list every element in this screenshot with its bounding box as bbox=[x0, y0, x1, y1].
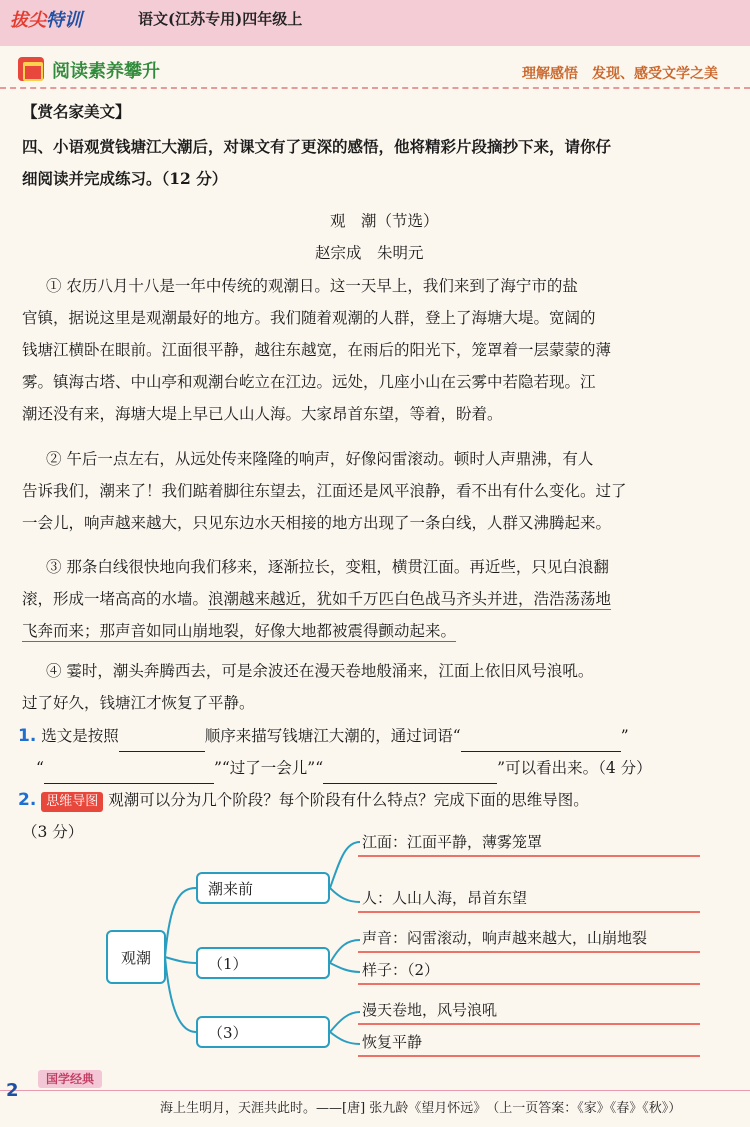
book-subject: 语文(江苏专用)四年级上 bbox=[138, 10, 303, 28]
mindmap-root: 观潮 bbox=[106, 930, 166, 984]
mindmap-leaf: 恢复平静 bbox=[362, 1033, 423, 1051]
underlined-sentence: 飞奔而来；那声音如同山崩地裂，好像大地都被震得颤动起来。 bbox=[22, 622, 457, 640]
p4-line: ④ 霎时，潮头奔腾西去，可是余波还在漫天卷地般涌来，江面上依旧风号浪吼。 bbox=[46, 662, 594, 680]
section-title: 阅读素养攀升 bbox=[52, 61, 160, 82]
mindmap-leaf: 江面：江面平静，薄雾笼罩 bbox=[362, 833, 543, 851]
p3-line: 滚，形成一堵高高的水墙。浪潮越来越近，犹如千万匹白色战马齐头并进，浩浩荡荡地 bbox=[22, 590, 612, 608]
footer-tag: 国学经典 bbox=[38, 1070, 102, 1088]
question-1-line-1: 1. 选文是按照 顺序来描写钱塘江大潮的，通过词语“ ” bbox=[18, 720, 629, 752]
page-number: 2 bbox=[6, 1080, 19, 1101]
p3-line: ③ 那条白线很快地向我们移来，逐渐拉长，变粗，横贯江面。再近些，只见白浪翻 bbox=[46, 558, 609, 576]
p2-line: ② 午后一点左右，从远处传来隆隆的响声，好像闷雷滚动。顿时人声鼎沸，有人 bbox=[46, 450, 594, 468]
mindmap-branch-3[interactable]: （3） bbox=[196, 1016, 330, 1048]
question-number: 1. bbox=[18, 726, 37, 746]
question-2-score: （3 分） bbox=[22, 823, 84, 841]
mindmap-leaf[interactable]: 样子：（2） bbox=[362, 961, 440, 979]
p1-line: 雾。镇海古塔、中山亭和观潮台屹立在江边。远处，几座小山在云雾中若隐若现。江 bbox=[22, 373, 596, 391]
p2-line: 告诉我们，潮来了！我们踮着脚往东望去，江面还是风平浪静，看不出有什么变化。过了 bbox=[22, 482, 627, 500]
task-line-1: 四、小语观赏钱塘江大潮后，对课文有了更深的感悟，他将精彩片段摘抄下来，请你仔 bbox=[22, 137, 612, 156]
footer-quote: 海上生明月，天涯共此时。——[唐] 张九龄《望月怀远》 （上一页答案：《家》《春》《秋》） bbox=[160, 1101, 682, 1116]
mindmap-leaf: 人：人山人海，昂首东望 bbox=[362, 889, 528, 907]
question-2-line-1: 2. 思维导图 观潮可以分为几个阶段？每个阶段有什么特点？完成下面的思维导图。 bbox=[18, 790, 589, 810]
label-heading: 【赏名家美文】 bbox=[22, 102, 131, 121]
p2-line: 一会儿，响声越来越大，只见东边水天相接的地方出现了一条白线，人群又沸腾起来。 bbox=[22, 514, 612, 532]
p1-line: 潮还没有来，海塘大堤上早已人山人海。大家昂首东望，等着，盼着。 bbox=[22, 405, 503, 423]
p1-line: 官镇，据说这里是观潮最好的地方。我们随着观潮的人群，登上了海塘大堤。宽阔的 bbox=[22, 309, 596, 327]
mindmap-leaf: 声音：闷雷滚动，响声越来越大，山崩地裂 bbox=[362, 929, 648, 947]
article-authors: 赵宗成 朱明元 bbox=[315, 244, 424, 262]
mindmap-leaf: 漫天卷地，风号浪吼 bbox=[362, 1001, 498, 1019]
underlined-sentence: 浪潮越来越近，犹如千万匹白色战马齐头并进，浩浩荡荡地 bbox=[208, 590, 612, 608]
task-line-2: 细阅读并完成练习。（12 分） bbox=[22, 169, 228, 188]
p1-line: ① 农历八月十八是一年中传统的观潮日。这一天早上，我们来到了海宁市的盐 bbox=[46, 277, 578, 295]
footer-divider bbox=[0, 1090, 750, 1091]
question-1-line-2: “ ”“过了一会儿”“ ”可以看出来。（4 分） bbox=[36, 752, 652, 784]
mindmap-branch-1: 潮来前 bbox=[196, 872, 330, 904]
p1-line: 钱塘江横卧在眼前。江面很平静，越往东越宽，在雨后的阳光下，笼罩着一层蒙蒙的薄 bbox=[22, 341, 612, 359]
mindmap-tag: 思维导图 bbox=[41, 792, 103, 812]
mindmap-branch-2[interactable]: （1） bbox=[196, 947, 330, 979]
brand-logo: 拔尖特训 bbox=[10, 10, 82, 31]
article-title: 观 潮（节选） bbox=[330, 212, 439, 230]
p4-line: 过了好久，钱塘江才恢复了平静。 bbox=[22, 694, 255, 712]
section-subtitle: 理解感悟 发现、感受文学之美 bbox=[522, 66, 718, 82]
question-number: 2. bbox=[18, 790, 37, 810]
